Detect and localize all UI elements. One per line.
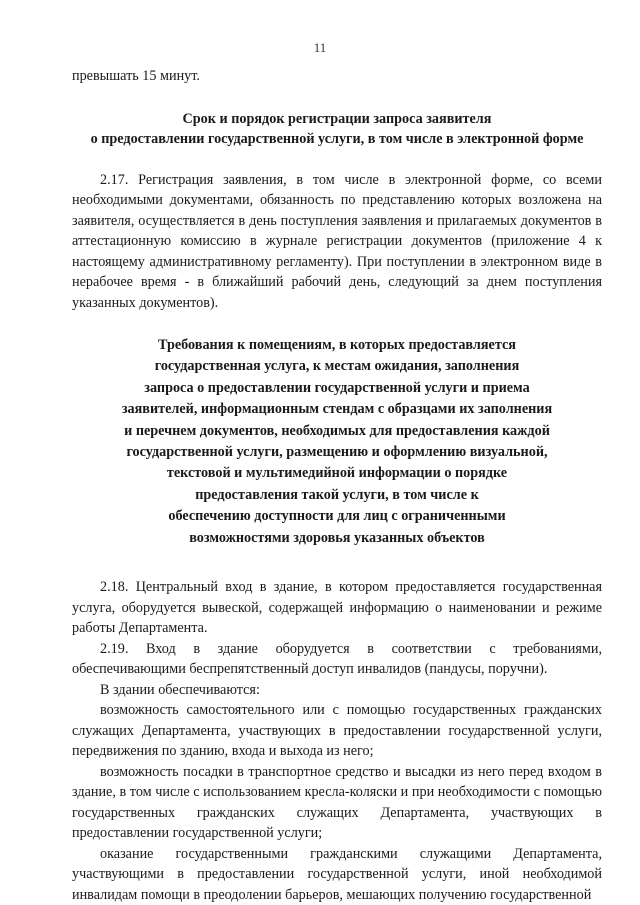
heading-line: Требования к помещениям, в которых предоставляется: [158, 337, 516, 353]
heading-line: государственной услуги, размещению и оформлению визуальной,: [126, 444, 548, 461]
heading-line: о предоставлении государственной услуги, в том числе в электронной форме: [90, 131, 584, 147]
paragraph-2-19: 2.19. Вход в здание оборудуется в соответствии с требованиями, обеспечивающими беспрепятственный доступ инвалидов (пандусы, поручни).: [72, 640, 602, 678]
heading-line: государственная услуга, к местам ожидания, заполнения: [154, 358, 520, 375]
paragraph-2-17: 2.17. Регистрация заявления, в том числе в электронной форме, со всеми необходимыми документами, обязанность по представлению которых возложена на заявителя, осуществляется в день поступления заявления и прилагаемых документов в аттестационную комиссию в журнале регистрации документов (приложение 4 к настоящему административному регламенту). При поступлении в электронном виде в нерабочее время - в ближайший рабочий день, следующий за днем поступления указанных документов).: [72, 171, 602, 311]
heading-line: текстовой и мультимедийной информации о порядке: [166, 465, 508, 482]
heading-line: возможностями здоровья указанных объектов: [189, 529, 485, 546]
paragraph-movement: возможность самостоятельного или с помощью государственных гражданских служащих Департамента, участвующих в предоставлении государственной услуги, передвижения по зданию, входа и выхода из него;: [72, 702, 602, 760]
heading-line: Срок и порядок регистрации запроса заявителя: [182, 110, 492, 127]
heading-line: обеспечению доступности для лиц с ограниченными: [168, 508, 506, 525]
heading-line: предоставления такой услуги, в том числе к: [195, 486, 479, 503]
continued-text: превышать 15 минут.: [72, 68, 200, 84]
heading-line: запроса о предоставлении государственной услуги и приема: [144, 379, 530, 396]
paragraph-assistance: оказание государственными гражданскими служащими Департамента, участвующими в предоставлении государственной услуги, иной необходимой инвалидам помощи в преодолении барьеров, мешающих получению государственной: [72, 845, 602, 903]
section-heading-premises: [72, 335, 602, 549]
paragraph-building-provides: В здании обеспечиваются:: [100, 681, 260, 698]
page-number: 11: [313, 40, 327, 55]
paragraph-2-18: 2.18. Центральный вход в здание, в котором предоставляется государственная услуга, оборудуется вывеской, содержащей информацию о наименовании и режиме работы Департамента.: [72, 579, 602, 637]
section-heading-registration: [72, 109, 602, 150]
heading-line: и перечнем документов, необходимых для предоставления каждой: [124, 422, 550, 439]
document-body: [72, 66, 602, 905]
paragraph-boarding: возможность посадки в транспортное средство и высадки из него перед входом в здание, в том числе с использованием кресла-коляски и при необходимости с помощью государственных гражданских служащих Департамента, участвующих в предоставлении государственной услуги;: [72, 763, 602, 842]
heading-line: заявителей, информационным стендам с образцами их заполнения: [121, 401, 553, 418]
